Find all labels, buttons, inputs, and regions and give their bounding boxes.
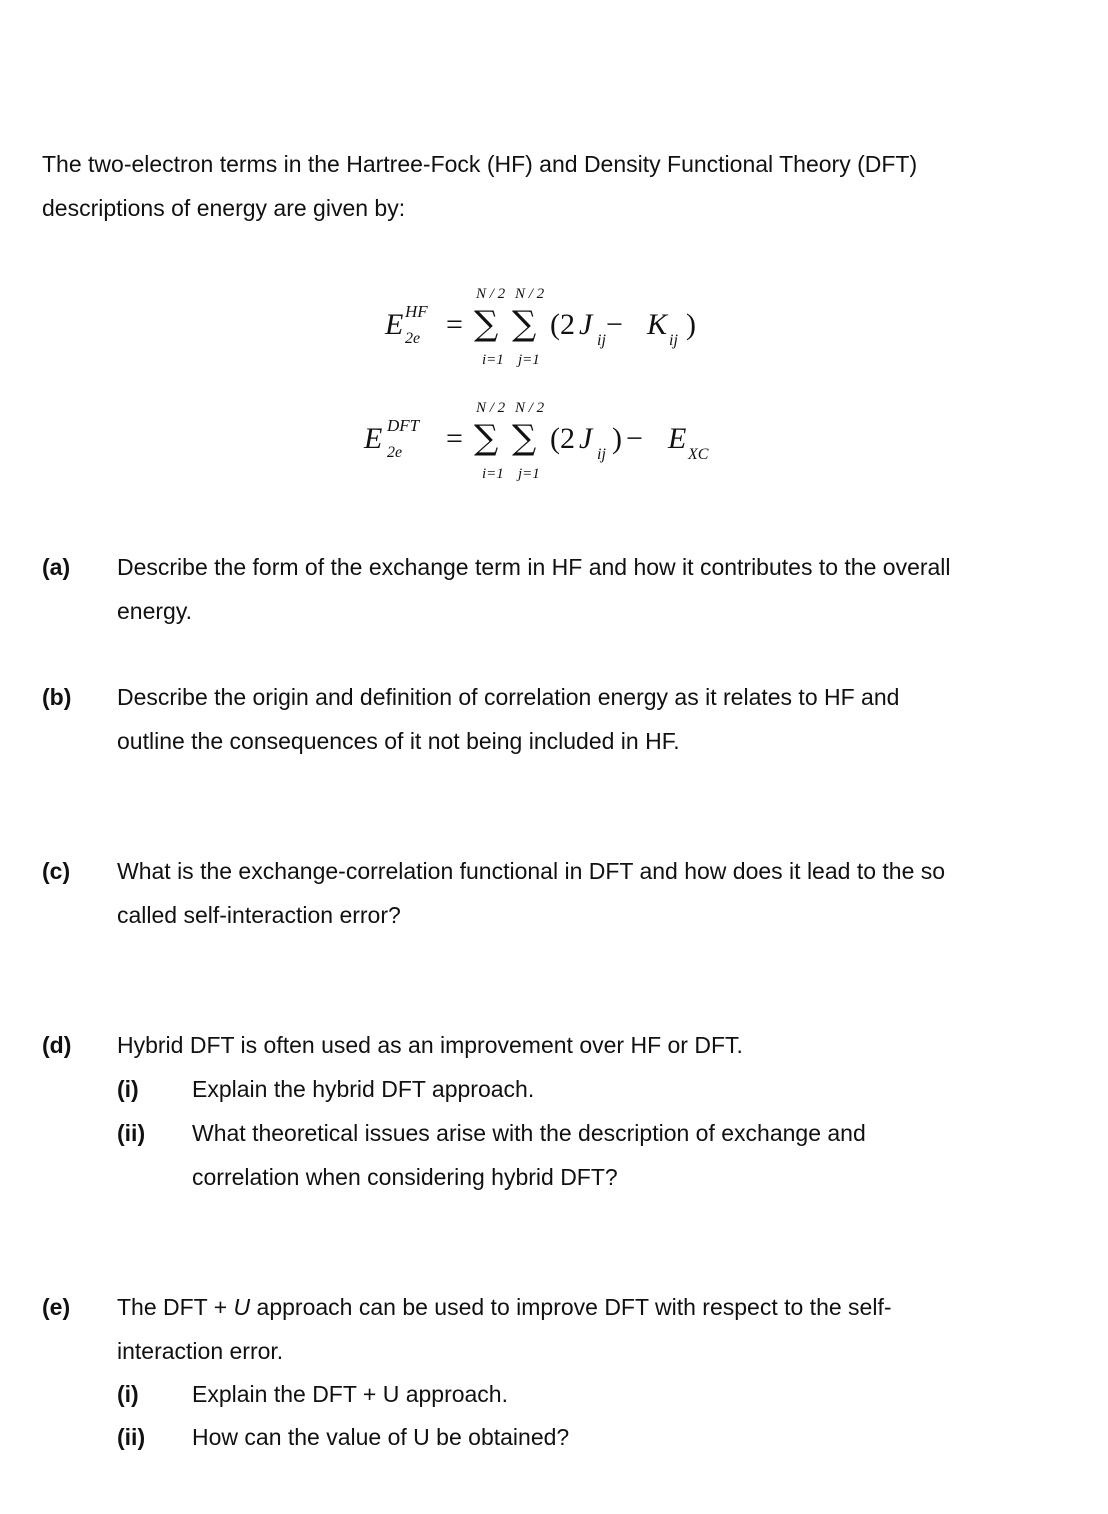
eq-hf-close: ) bbox=[686, 308, 696, 341]
question-d-ii-line-1: What theoretical issues arise with the description of exchange and bbox=[192, 1120, 866, 1146]
eq-dft-J: J bbox=[579, 422, 593, 455]
eq-hf-ij-2: ij bbox=[669, 332, 678, 349]
eq-hf-sigma-j: ∑ bbox=[512, 304, 537, 344]
eq-hf-sigma-i: ∑ bbox=[474, 304, 499, 344]
eq-dft-close: ) bbox=[612, 422, 622, 455]
question-b-label: (b) bbox=[42, 684, 72, 710]
eq-dft-xc: XC bbox=[688, 446, 709, 463]
question-e-label: (e) bbox=[42, 1294, 71, 1320]
question-d-i-label: (i) bbox=[117, 1076, 139, 1102]
question-c-line-2: called self-interaction error? bbox=[117, 902, 401, 928]
eq-dft-minus: − bbox=[626, 422, 643, 455]
eq-hf-sub: 2e bbox=[405, 330, 421, 347]
eq-hf-minus: − bbox=[606, 308, 623, 341]
question-d-ii-line-2: correlation when considering hybrid DFT? bbox=[192, 1164, 618, 1190]
question-e-post: approach can be used to improve DFT with respect to the self- bbox=[250, 1294, 892, 1320]
question-e-ii-label: (ii) bbox=[117, 1424, 146, 1450]
intro-line-2: descriptions of energy are given by: bbox=[42, 195, 406, 221]
question-d-i-line-1: Explain the hybrid DFT approach. bbox=[192, 1076, 535, 1102]
eq-hf-lower-j: j=1 bbox=[518, 352, 540, 368]
eq-dft-E: E bbox=[364, 422, 383, 455]
eq-dft-sigma-i: ∑ bbox=[474, 418, 499, 458]
eq-dft-upper-j: N / 2 bbox=[515, 400, 545, 416]
eq-dft-lower-j: j=1 bbox=[518, 466, 540, 482]
eq-hf-upper-i: N / 2 bbox=[476, 286, 506, 302]
question-c-label: (c) bbox=[42, 858, 71, 884]
eq-dft-Exc: E bbox=[668, 422, 687, 455]
eq-hf-K: K bbox=[647, 308, 668, 341]
eq-dft-sup: DFT bbox=[387, 416, 420, 435]
intro-line-1: The two-electron terms in the Hartree-Fock (HF) and Density Functional Theory (DFT) bbox=[42, 151, 918, 177]
eq-hf-open: (2 bbox=[550, 308, 575, 341]
eq-dft-open: (2 bbox=[550, 422, 575, 455]
question-a-line-2: energy. bbox=[117, 598, 193, 624]
question-d-ii-label: (ii) bbox=[117, 1120, 146, 1146]
question-d-label: (d) bbox=[42, 1032, 72, 1058]
eq-hf-upper-j: N / 2 bbox=[515, 286, 545, 302]
question-b-line-2: outline the consequences of it not being included in HF. bbox=[117, 728, 680, 754]
question-e-ii-line-1: How can the value of U be obtained? bbox=[192, 1424, 570, 1450]
eq-hf-sup: HF bbox=[405, 302, 428, 321]
eq-dft-sub: 2e bbox=[387, 444, 403, 461]
question-e-line-1 bbox=[117, 1285, 892, 1329]
question-c-line-1: What is the exchange-correlation functional in DFT and how does it lead to the so bbox=[117, 858, 946, 884]
question-a-line-1: Describe the form of the exchange term in HF and how it contributes to the overall bbox=[117, 554, 951, 580]
question-d-line-1: Hybrid DFT is often used as an improvement over HF or DFT. bbox=[117, 1032, 743, 1058]
eq-hf-equals: = bbox=[446, 308, 463, 341]
question-e-U: U bbox=[233, 1294, 251, 1320]
eq-dft-upper-i: N / 2 bbox=[476, 400, 506, 416]
eq-hf-E: E bbox=[385, 308, 404, 341]
eq-dft-lower-i: i=1 bbox=[482, 466, 504, 482]
eq-dft-equals: = bbox=[446, 422, 463, 455]
question-e-i-line-1: Explain the DFT + U approach. bbox=[192, 1381, 508, 1407]
question-e-line-2: interaction error. bbox=[117, 1338, 284, 1364]
eq-dft-ij: ij bbox=[597, 446, 606, 463]
eq-hf-ij-1: ij bbox=[597, 332, 606, 349]
eq-hf-J: J bbox=[579, 308, 593, 341]
question-e-i-label: (i) bbox=[117, 1381, 139, 1407]
question-a-label: (a) bbox=[42, 554, 71, 580]
question-e-pre: The DFT + bbox=[117, 1294, 234, 1320]
question-b-line-1: Describe the origin and definition of correlation energy as it relates to HF and bbox=[117, 684, 900, 710]
eq-dft-sigma-j: ∑ bbox=[512, 418, 537, 458]
eq-hf-lower-i: i=1 bbox=[482, 352, 504, 368]
